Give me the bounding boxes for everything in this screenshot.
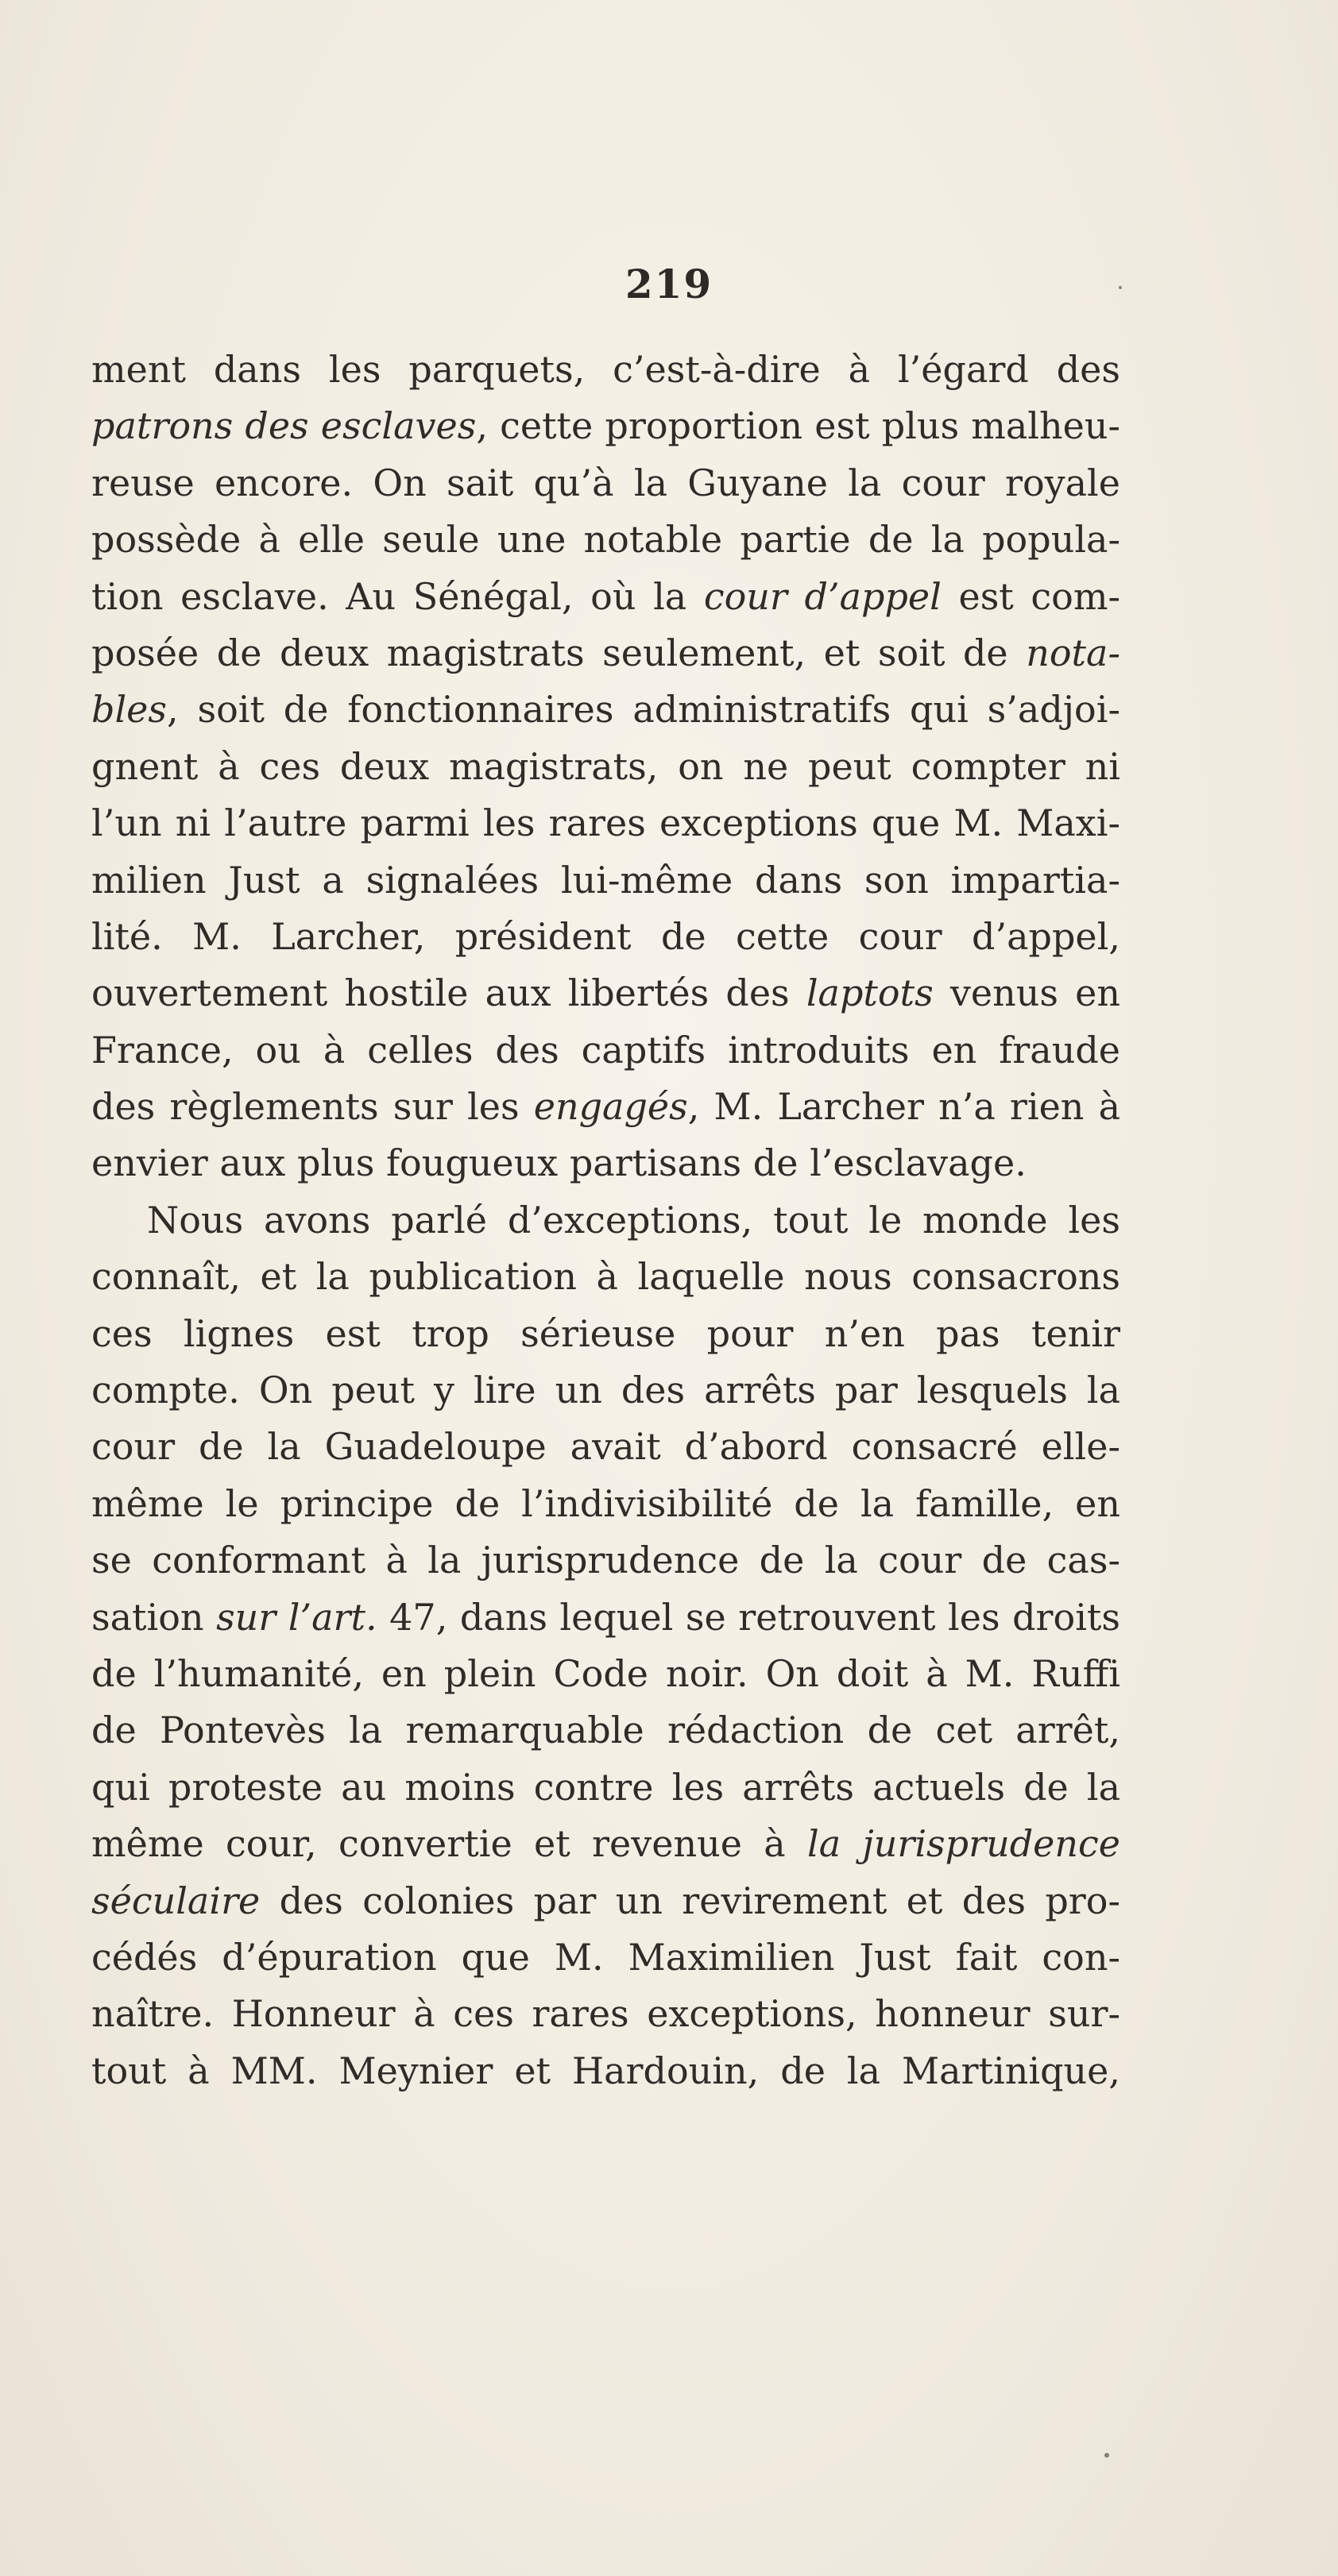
italic-text: engagés [533,1085,688,1129]
text-line [91,1873,1120,1929]
text-run: ces lignes est trop sérieuse pour n’en pas tenir [91,1311,1120,1355]
text-line [91,682,1120,738]
text-line [91,1759,1120,1816]
text-run: lité. M. Larcher, président de cette cour d’appel, [91,914,1120,958]
text-run: cédés d’épuration que M. Maximilien Just fait con- [91,1935,1120,1979]
paper-speck [1104,2453,1109,2458]
text-run: compte. On peut y lire un des arrêts par lesquels la [91,1369,1120,1412]
text-run: des règlements sur les [91,1085,534,1129]
paper-speck [1119,286,1122,289]
text-run: sation [91,1595,217,1639]
text-run: , cette proportion est plus malheu- [476,404,1120,448]
text-run: , M. Larcher n’a rien à [687,1085,1120,1129]
text-line [91,852,1120,909]
text-line [91,1192,1120,1249]
text-run: se conformant à la jurisprudence de la cour de cas- [91,1539,1120,1582]
text-run: envier aux plus fougueux partisans de l’esclavage. [91,1141,1027,1185]
text-line [91,1986,1120,2042]
text-line [91,1306,1120,1362]
text-run: est com- [941,574,1121,618]
text-line [91,1929,1120,1986]
text-run: venus en [933,971,1120,1015]
page-number: 219 [625,261,713,307]
italic-text: sur l’art. [216,1595,377,1639]
italic-text: cour d’appel [703,574,942,618]
italic-text: la jurisprudence [807,1822,1120,1866]
text-line [91,1646,1120,1702]
text-run: même le principe de l’indivisibilité de la famille, en [91,1481,1120,1525]
text-line [91,1589,1120,1646]
text-line [91,1419,1120,1475]
text-run: cour de la Guadeloupe avait d’abord consacré elle- [91,1425,1120,1469]
text-run: reuse encore. On sait qu’à la Guyane la cour royale [91,461,1120,504]
text-line [91,625,1120,682]
text-run: posée de deux magistrats seulement, et soit de [91,631,1027,674]
text-line [91,2043,1120,2099]
text-line [91,1362,1120,1419]
text-run: tout à MM. Meynier et Hardouin, de la Martinique, [91,2049,1120,2092]
text-line [91,1476,1120,1532]
text-line [91,1135,1120,1191]
text-run: gnent à ces deux magistrats, on ne peut compter ni [91,744,1120,788]
text-line [91,569,1120,625]
italic-text: patrons des esclaves [91,404,477,448]
text-line [91,455,1120,512]
text-run: France, ou à celles des captifs introduits en fraude [91,1028,1120,1072]
text-line [91,342,1120,398]
text-line [91,795,1120,852]
text-line [91,1702,1120,1759]
text-run: de Pontevès la remarquable rédaction de cet arrêt, [91,1709,1120,1752]
text-run: de l’humanité, en plein Code noir. On doit à M. Ruffi [91,1651,1120,1695]
text-run: ment dans les parquets, c’est-à-dire à l’égard des [91,348,1120,391]
text-run: tion esclave. Au Sénégal, où la [91,574,704,618]
text-line [91,965,1120,1022]
italic-text: nota- [1026,631,1120,674]
text-run: même cour, convertie et revenue à [91,1822,807,1866]
text-line [91,1249,1120,1305]
text-run: des colonies par un revirement et des pro- [260,1879,1120,1922]
text-run: qui proteste au moins contre les arrêts actuels de la [91,1765,1120,1809]
text-run: connaît, et la publication à laquelle nous consacrons [91,1255,1120,1299]
text-run: 47, dans lequel se retrouvent les droits [377,1595,1121,1639]
text-run: ouvertement hostile aux libertés des [91,971,806,1015]
text-run: milien Just a signalées lui-même dans son impartia- [91,858,1120,902]
text-run: l’un ni l’autre parmi les rares exceptions que M. Maxi- [91,801,1120,845]
text-line [91,1816,1120,1872]
text-line [91,398,1120,454]
text-line [91,909,1120,965]
body-text [91,342,1120,2099]
text-line [91,739,1120,795]
text-line [91,1079,1120,1135]
text-line [91,512,1120,568]
italic-text: laptots [806,971,934,1015]
text-run: possède à elle seule une notable partie de la popula- [91,518,1120,562]
text-run: , soit de fonctionnaires administratifs qui s’adjoi- [167,688,1120,732]
italic-text: séculaire [91,1879,261,1922]
italic-text: bles [91,688,167,732]
text-run: Nous avons parlé d’exceptions, tout le monde les [147,1198,1120,1242]
text-run: naître. Honneur à ces rares exceptions, honneur sur- [91,1992,1120,2036]
text-line [91,1022,1120,1079]
text-line [91,1532,1120,1589]
